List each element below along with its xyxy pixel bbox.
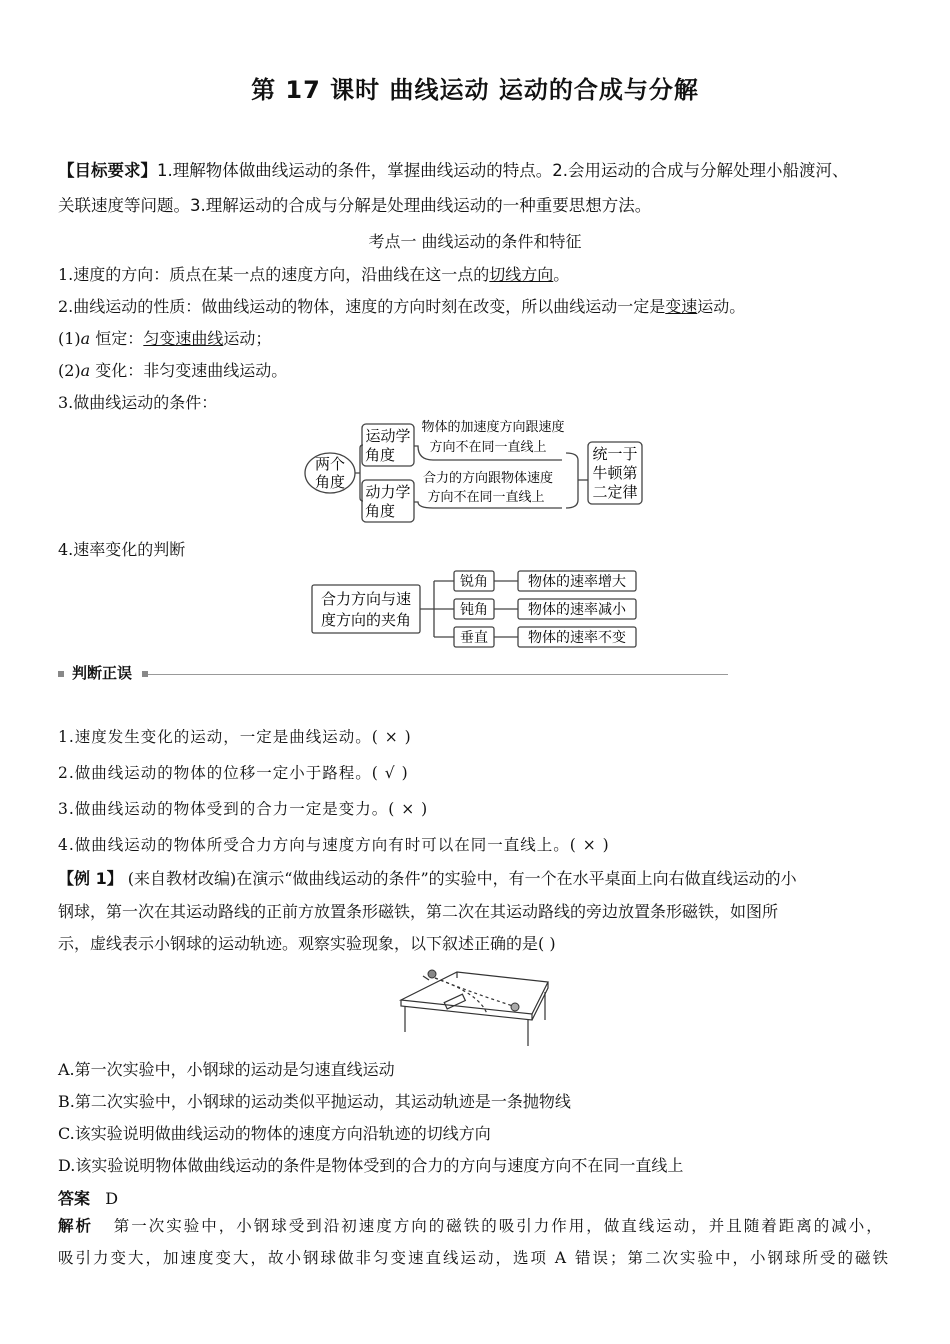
answer-value: D [105, 1189, 119, 1208]
option-a: A.第一次实验中，小钢球的运动是匀速直线运动 [58, 1060, 395, 1079]
svg-text:合力方向与速: 合力方向与速 [320, 590, 412, 608]
svg-text:度方向的夹角: 度方向的夹角 [320, 611, 412, 629]
svg-text:物体的速率增大: 物体的速率增大 [528, 574, 626, 590]
analysis-label: 解析 [58, 1217, 94, 1235]
judge-item-4: 4.做曲线运动的物体所受合力方向与速度方向有时可以在同一直线上。( × ) [58, 836, 610, 854]
svg-text:两个: 两个 [314, 455, 346, 473]
answer-underline: 切线方向 [489, 265, 554, 284]
heading-rule [148, 674, 728, 675]
judge-item-2: 2.做曲线运动的物体的位移一定小于路程。( √ ) [58, 764, 409, 782]
item-2-2: (2)a 变化：非匀变速曲线运动。 [58, 361, 288, 380]
item-2: 2.曲线运动的性质：做曲线运动的物体，速度的方向时刻在改变，所以曲线运动一定是变速运动。 [58, 297, 746, 316]
svg-text:角度: 角度 [364, 446, 396, 464]
svg-text:物体的速率减小: 物体的速率减小 [528, 602, 626, 618]
item-2-1: (1)a 恒定：匀变速曲线运动； [58, 329, 272, 348]
svg-text:运动学: 运动学 [365, 427, 411, 445]
answer-line [58, 1186, 118, 1209]
svg-text:统一于: 统一于 [592, 445, 638, 463]
experiment-figure [395, 962, 555, 1048]
svg-text:锐角: 锐角 [460, 574, 488, 590]
option-c: C.该实验说明做曲线运动的物体的速度方向沿轨迹的切线方向 [58, 1124, 491, 1143]
bullet-square [58, 671, 64, 677]
svg-text:物体的加速度方向跟速度: 物体的加速度方向跟速度 [421, 420, 565, 435]
item-3: 3.做曲线运动的条件： [58, 393, 218, 412]
item-1: 1.速度的方向：质点在某一点的速度方向，沿曲线在这一点的切线方向。 [58, 265, 570, 284]
svg-text:动力学: 动力学 [365, 483, 411, 501]
example-label: 【例 1】 [58, 869, 123, 888]
svg-text:方向不在同一直线上: 方向不在同一直线上 [429, 440, 547, 455]
analysis-line-1: 解析 第一次实验中，小钢球受到沿初速度方向的磁铁的吸引力作用，做直线运动，并且随着距离的减小， [58, 1217, 884, 1235]
curve-condition-diagram [300, 418, 650, 526]
steel-ball [428, 970, 436, 978]
option-d: D.该实验说明物体做曲线运动的条件是物体受到的合力的方向与速度方向不在同一直线上 [58, 1156, 684, 1175]
goals-line-1: 【目标要求】1.理解物体做曲线运动的条件，掌握曲线运动的特点。2.会用运动的合成与分解处理小船渡河、 [58, 161, 849, 180]
speed-change-diagram [306, 565, 646, 653]
svg-text:角度: 角度 [364, 502, 396, 520]
svg-text:合力的方向跟物体速度: 合力的方向跟物体速度 [422, 471, 554, 486]
example-line-1: 【例 1】 (来自教材改编)在演示“做曲线运动的条件”的实验中，有一个在水平桌面上向右做直线运动的小 [58, 869, 797, 888]
goals-line-2: 关联速度等问题。3.理解运动的合成与分解是处理曲线运动的一种重要思想方法。 [58, 196, 652, 215]
judge-heading: 判断正误 [72, 664, 133, 682]
page-title: 第 17 课时 曲线运动 运动的合成与分解 [251, 76, 699, 104]
svg-text:牛顿第: 牛顿第 [592, 464, 638, 482]
svg-text:方向不在同一直线上: 方向不在同一直线上 [427, 490, 545, 505]
answer-label: 答案 [58, 1189, 91, 1208]
option-b: B.第二次实验中，小钢球的运动类似平抛运动，其运动轨迹是一条抛物线 [58, 1092, 571, 1111]
svg-text:垂直: 垂直 [460, 630, 488, 646]
svg-text:角度: 角度 [314, 473, 346, 491]
example-line-3: 示，虚线表示小钢球的运动轨迹。观察实验现象，以下叙述正确的是( ) [58, 934, 556, 953]
svg-text:钝角: 钝角 [460, 602, 488, 618]
answer-underline: 变速 [665, 297, 698, 316]
judge-item-1: 1.速度发生变化的运动，一定是曲线运动。( × ) [58, 728, 412, 746]
judge-item-3: 3.做曲线运动的物体受到的合力一定是变力。( × ) [58, 800, 429, 818]
steel-ball [511, 1003, 519, 1011]
example-line-2: 钢球，第一次在其运动路线的正前方放置条形磁铁，第二次在其运动路线的旁边放置条形磁铁，如图所 [58, 902, 779, 921]
analysis-line-2: 吸引力变大，加速度变大，故小钢球做非匀变速直线运动，选项 A 错误；第二次实验中，小钢球所受的磁铁 [58, 1249, 891, 1267]
goals-label: 【目标要求】 [58, 161, 157, 180]
svg-text:二定律: 二定律 [592, 483, 638, 501]
section-heading: 考点一 曲线运动的条件和特征 [368, 232, 582, 251]
answer-underline: 匀变速曲线 [143, 329, 224, 348]
svg-text:物体的速率不变: 物体的速率不变 [528, 630, 626, 646]
item-4: 4.速率变化的判断 [58, 540, 186, 559]
